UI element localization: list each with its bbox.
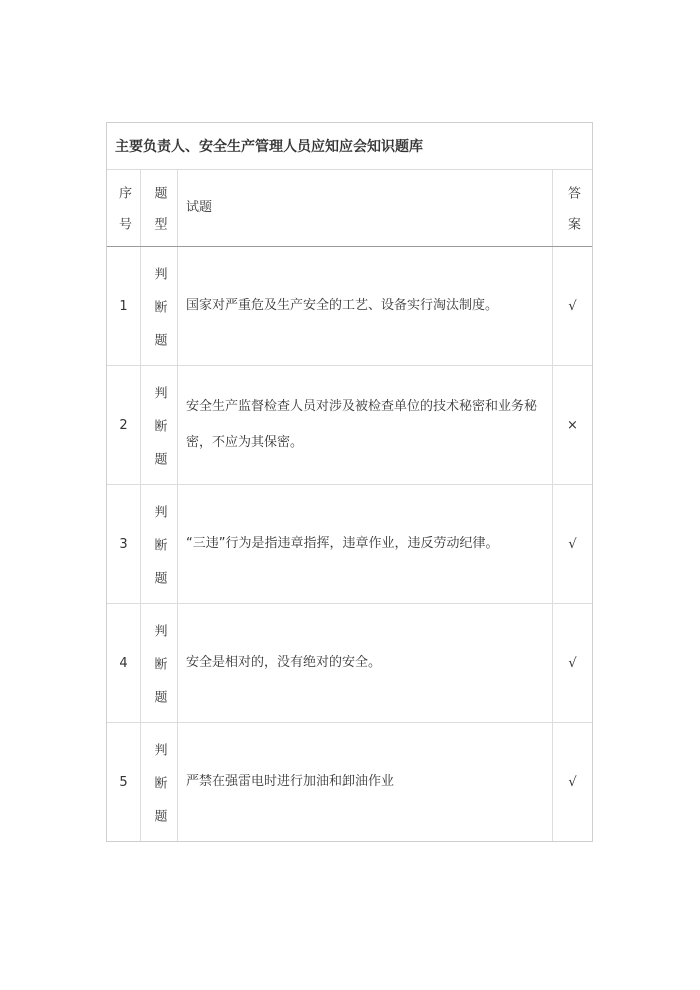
table-row: [107, 247, 592, 366]
row-type: 判断题: [151, 742, 167, 842]
row-question-cell: [178, 366, 553, 484]
header-seq: 序号: [116, 186, 131, 248]
row-type-cell: [141, 604, 178, 722]
row-answer-cell: [553, 604, 592, 722]
row-seq: 3: [119, 536, 128, 552]
row-type-cell: [141, 366, 178, 484]
row-question-cell: [178, 247, 553, 365]
row-answer-cell: [553, 247, 592, 365]
row-type-cell: [141, 247, 178, 365]
row-seq-cell: [107, 604, 141, 722]
row-question: 严禁在强雷电时进行加油和卸油作业: [186, 774, 395, 789]
row-type-cell: [141, 485, 178, 603]
row-answer: √: [568, 298, 577, 314]
header-type: 题型: [151, 186, 167, 248]
row-type: 判断题: [151, 504, 167, 604]
row-type: 判断题: [151, 266, 167, 366]
row-answer: √: [568, 536, 577, 552]
header-type-cell: [141, 170, 178, 246]
row-answer-cell: [553, 723, 592, 841]
quiz-table: [106, 122, 593, 842]
row-seq-cell: [107, 366, 141, 484]
row-type: 判断题: [151, 623, 167, 723]
header-question-cell: [178, 170, 553, 246]
row-seq-cell: [107, 723, 141, 841]
row-type-cell: [141, 723, 178, 841]
row-seq: 5: [119, 774, 128, 790]
table-row: [107, 366, 592, 485]
table-row: [107, 604, 592, 723]
row-seq-cell: [107, 247, 141, 365]
row-seq: 2: [119, 417, 128, 433]
row-answer: √: [568, 774, 577, 790]
table-title: 主要负责人、安全生产管理人员应知应会知识题库: [107, 123, 592, 170]
row-question-cell: [178, 723, 553, 841]
row-question: 国家对严重危及生产安全的工艺、设备实行淘汰制度。: [186, 298, 499, 313]
row-seq: 4: [119, 655, 128, 671]
row-seq-cell: [107, 485, 141, 603]
row-question-cell: [178, 485, 553, 603]
row-question: “三违”行为是指违章指挥，违章作业，违反劳动纪律。: [186, 536, 499, 551]
table-header-row: [107, 170, 592, 247]
header-question: 试题: [186, 200, 213, 215]
row-answer-cell: [553, 485, 592, 603]
header-answer-cell: [553, 170, 592, 246]
header-seq-cell: [107, 170, 141, 246]
row-answer: √: [568, 655, 577, 671]
row-seq: 1: [119, 298, 128, 314]
row-question-cell: [178, 604, 553, 722]
header-answer: 答案: [565, 186, 580, 248]
table-row: [107, 485, 592, 604]
row-question: 安全生产监督检查人员对涉及被检查单位的技术秘密和业务秘密，不应为其保密。: [186, 399, 538, 450]
row-answer-cell: [553, 366, 592, 484]
row-type: 判断题: [151, 385, 167, 485]
table-row: [107, 723, 592, 841]
row-answer: ×: [567, 417, 578, 433]
row-question: 安全是相对的，没有绝对的安全。: [186, 655, 382, 670]
